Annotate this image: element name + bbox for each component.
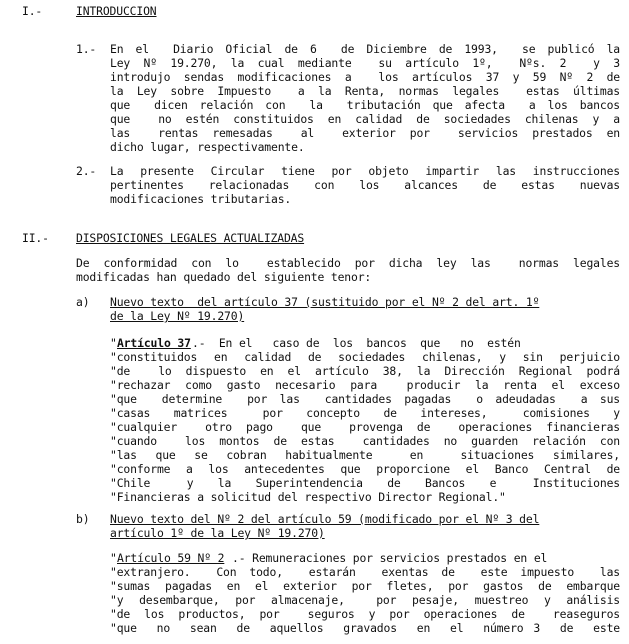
paragraph-line: Ley Nº 19.270, la cual mediante su artículo 1º, Nºs. 2 y 3	[110, 56, 620, 70]
quote-open: "	[110, 336, 117, 350]
quote-line: "cualquier otro pago que provenga de operaciones financieras	[110, 420, 620, 434]
quote-line: "cuando los montos de estas cantidades no guarden relación con	[110, 434, 620, 448]
paragraph-number: 1.-	[76, 42, 97, 56]
paragraph-line: La presente Circular tiene por objeto impartir las instrucciones	[110, 164, 620, 178]
quote-line: "casas matrices por concepto de intereses, comisiones y	[110, 406, 620, 420]
paragraph-line: las rentas remesadas al exterior por servicios prestados en	[110, 126, 620, 140]
quote-line: "Chile y la Superintendencia de Bancos e Instituciones	[110, 476, 620, 490]
item-label: a)	[76, 295, 90, 309]
paragraph-line: pertinentes relacionadas con los alcances de estas nuevas	[110, 178, 620, 192]
quote-line: "que determine por las cantidades pagadas o adeudadas a sus	[110, 392, 620, 406]
article-heading: Artículo 37	[117, 336, 191, 350]
quote-line: "rechazar como gasto necesario para producir la renta el exceso	[110, 378, 620, 392]
section-title: DISPOSICIONES LEGALES ACTUALIZADAS	[76, 231, 305, 245]
item-label: b)	[76, 512, 90, 526]
quote-line: "y desembarque, por almacenaje, por pesaje, muestreo y análisis	[110, 593, 620, 607]
item-title-line: Nuevo texto del artículo 37 (sustituido por el Nº 2 del art. 1º	[110, 295, 540, 309]
quote-line: "de los productos, por seguros y por operaciones de reaseguros	[110, 607, 620, 621]
quote-line: "constituidos en calidad de sociedades chilenas, y sin perjuicio	[110, 350, 620, 364]
paragraph-line: modificaciones tributarias.	[110, 192, 292, 206]
quote-line: "Financieras a solicitud del respectivo Director Regional."	[110, 490, 506, 504]
quote-line: "las que se cobran habitualmente en situaciones similares,	[110, 448, 620, 462]
paragraph-line: que no estén constituidos en calidad de sociedades chilenas y a	[110, 112, 620, 126]
paragraph-line: que dicen relación con la tributación que afecta a los bancos	[110, 98, 620, 112]
quote-line: "de lo dispuesto en el artículo 38, la Dirección Regional podrá	[110, 364, 620, 378]
section-numeral: I.-	[22, 4, 43, 18]
quote-line: "que no sean de aquellos gravados en el número 3 de este	[110, 621, 620, 635]
quote-open: "	[110, 551, 117, 565]
section-title: INTRODUCCION	[76, 4, 157, 18]
paragraph-line: modificadas han quedado del siguiente tenor:	[76, 270, 372, 284]
article-heading: Artículo 59 Nº 2	[117, 551, 225, 565]
paragraph-line: la Ley sobre Impuesto a la Renta, normas legales estas últimas	[110, 84, 620, 98]
paragraph-line: De conformidad con lo establecido por dicha ley las normas legales	[76, 256, 620, 270]
quote-line: "sumas pagadas en el exterior por fletes, por gastos de embarque	[110, 579, 620, 593]
item-title-line: artículo 1º de la Ley Nº 19.270)	[110, 526, 325, 540]
paragraph-line: introdujo sendas modificaciones a los artículos 37 y 59 Nº 2 de	[110, 70, 620, 84]
paragraph-number: 2.-	[76, 164, 97, 178]
paragraph-line: dicho lugar, respectivamente.	[110, 140, 305, 154]
item-title-line: Nuevo texto del Nº 2 del artículo 59 (modificado por el Nº 3 del	[110, 512, 540, 526]
quote-line: .- En el caso de los bancos que no estén	[192, 336, 521, 350]
section-numeral: II.-	[22, 231, 49, 245]
quote-line: .- Remuneraciones por servicios prestados en el	[232, 551, 548, 565]
paragraph-line: En el Diario Oficial de 6 de Diciembre de 1993, se publicó la	[110, 42, 620, 56]
item-title-line: de la Ley Nº 19.270)	[110, 309, 245, 323]
quote-line: "conforme a los antecedentes que proporcione el Banco Central de	[110, 462, 620, 476]
quote-line: "extranjero. Con todo, estarán exentas de este impuesto las	[110, 565, 620, 579]
